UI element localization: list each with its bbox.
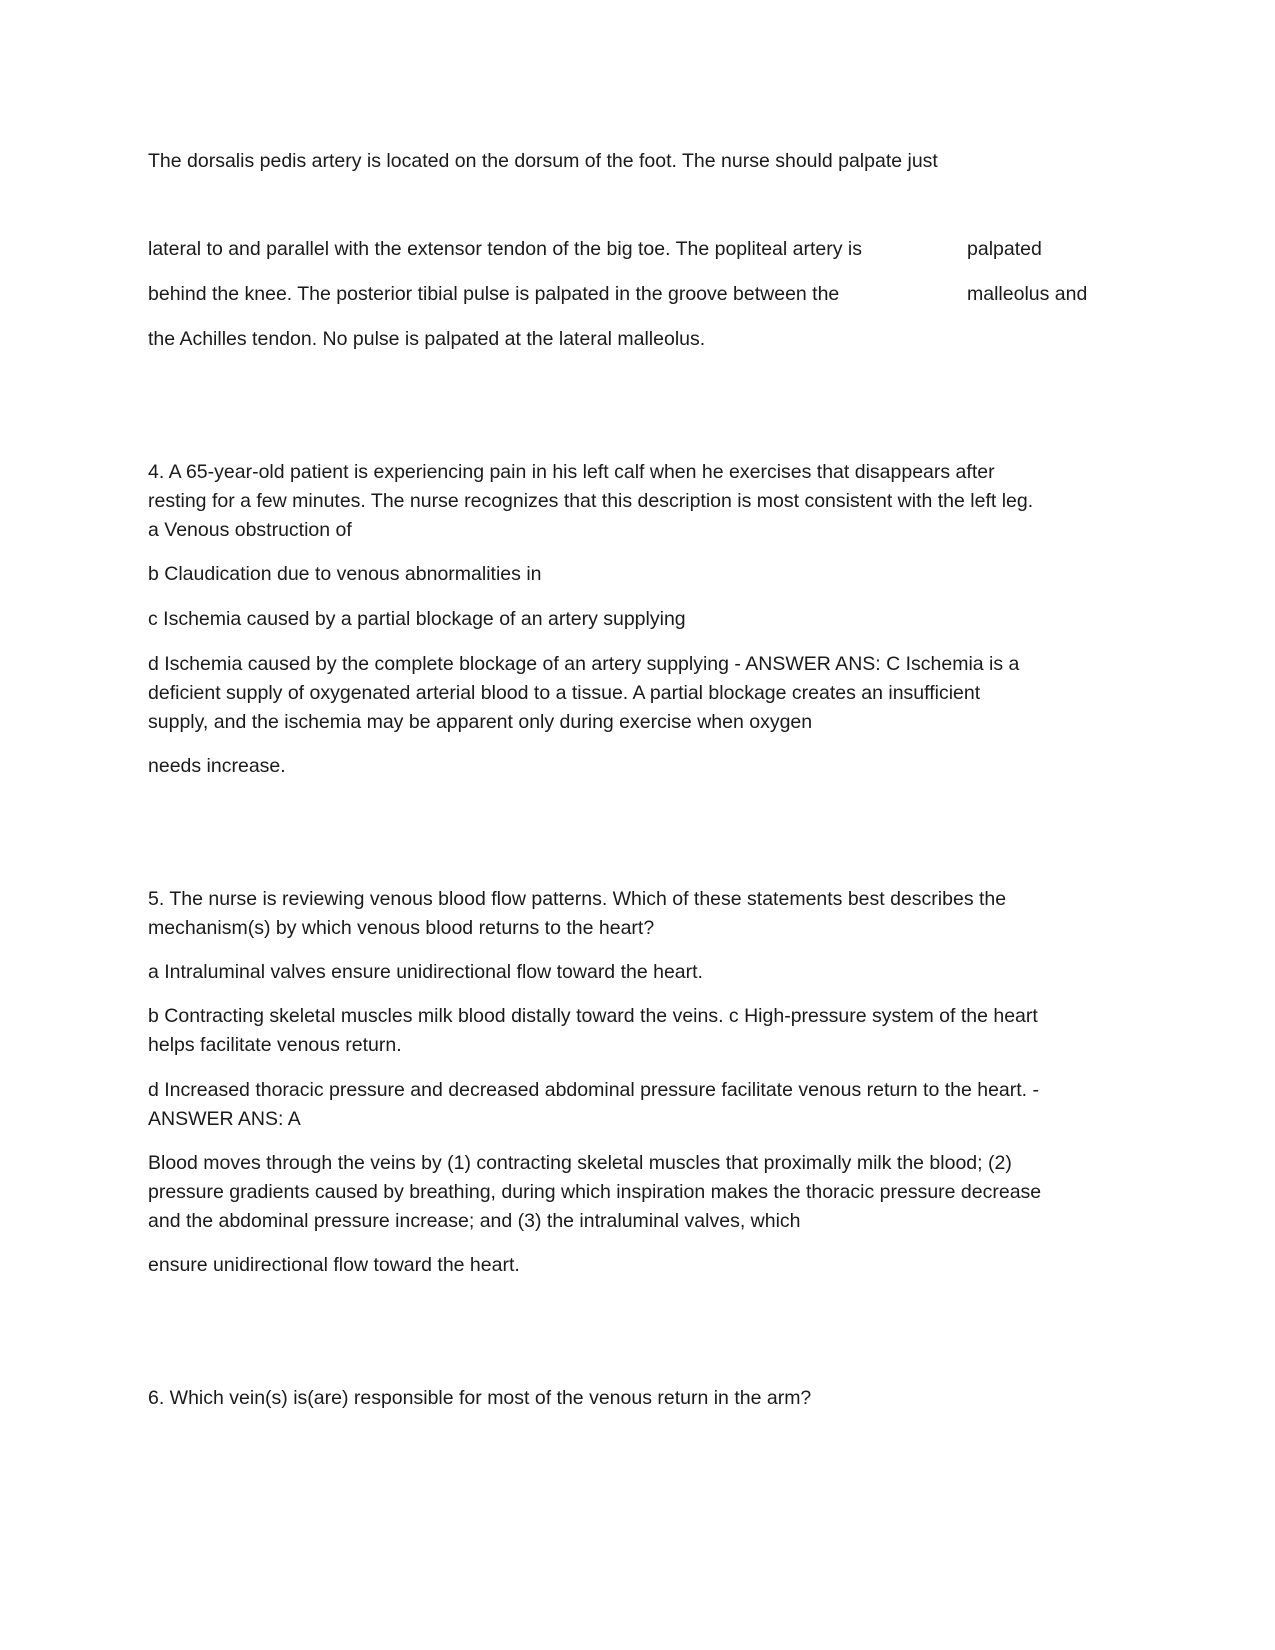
q4-option-d-line-2: deficient supply of oxygenated arterial blood to a tissue. A partial blockage creates an insufficient (148, 682, 981, 704)
q5-explanation-line-3: and the abdominal pressure increase; and (3) the intraluminal valves, which (148, 1210, 801, 1232)
q4-answer-tail: needs increase. (148, 755, 286, 777)
q6-stem: 6. Which vein(s) is(are) responsible for most of the venous return in the arm? (148, 1387, 812, 1409)
q4-stem-line-2: resting for a few minutes. The nurse recognizes that this description is most consistent with the left leg. (148, 490, 1034, 512)
intro-line-4: the Achilles tendon. No pulse is palpated at the lateral malleolus. (148, 328, 706, 350)
intro-line-3: behind the knee. The posterior tibial pulse is palpated in the groove between the (148, 283, 840, 305)
q5-option-d-line-1: d Increased thoracic pressure and decreased abdominal pressure facilitate venous return to the heart. - (148, 1079, 1040, 1101)
q4-option-b: b Claudication due to venous abnormalities in (148, 563, 542, 585)
q4-option-d-line-1: d Ischemia caused by the complete blockage of an artery supplying - ANSWER ANS: C Ischemia is a (148, 653, 1020, 675)
intro-line-2: lateral to and parallel with the extensor tendon of the big toe. The popliteal artery is (148, 238, 862, 260)
q5-explanation-line-1: Blood moves through the veins by (1) contracting skeletal muscles that proximally milk the blood; (2) (148, 1152, 1012, 1174)
q5-stem-line-1: 5. The nurse is reviewing venous blood flow patterns. Which of these statements best describes the (148, 888, 1007, 910)
intro-line-3-right: malleolus and (967, 283, 1088, 305)
q5-explanation-line-2: pressure gradients caused by breathing, during which inspiration makes the thoracic pressure decrease (148, 1181, 1042, 1203)
q4-option-c: c Ischemia caused by a partial blockage of an artery supplying (148, 608, 686, 630)
q5-explanation-tail: ensure unidirectional flow toward the heart. (148, 1254, 520, 1276)
q5-option-a: a Intraluminal valves ensure unidirectional flow toward the heart. (148, 961, 703, 983)
q5-option-b-line-2: helps facilitate venous return. (148, 1034, 402, 1056)
q5-option-d-line-2: ANSWER ANS: A (148, 1108, 301, 1130)
intro-line-1: The dorsalis pedis artery is located on the dorsum of the foot. The nurse should palpate just (148, 150, 938, 172)
intro-line-2-right: palpated (967, 238, 1042, 260)
q4-option-d-line-3: supply, and the ischemia may be apparent only during exercise when oxygen (148, 711, 813, 733)
q5-option-b-line-1: b Contracting skeletal muscles milk blood distally toward the veins. c High-pressure system of the heart (148, 1005, 1038, 1027)
q4-stem-line-1: 4. A 65-year-old patient is experiencing pain in his left calf when he exercises that disappears after (148, 461, 995, 483)
q5-stem-line-2: mechanism(s) by which venous blood returns to the heart? (148, 917, 655, 939)
q4-option-a: a Venous obstruction of (148, 519, 352, 541)
